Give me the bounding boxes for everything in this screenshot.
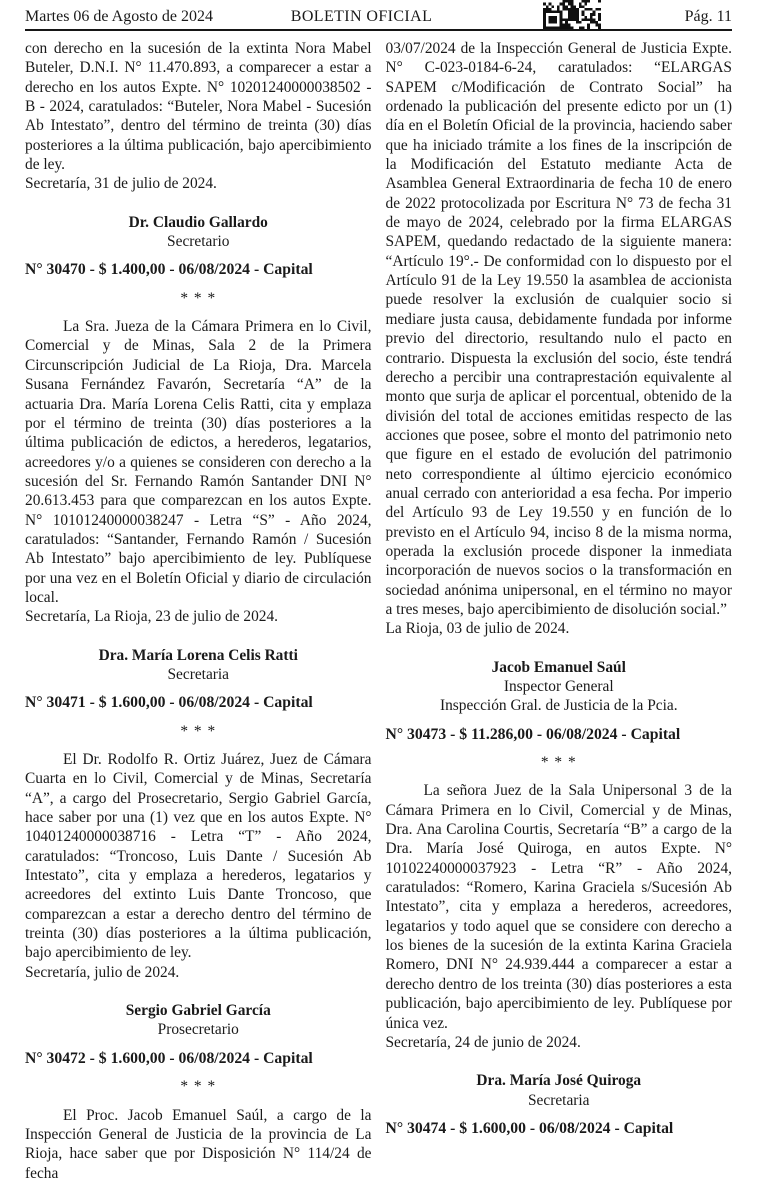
secretariat-date-line: Secretaría, 24 de junio de 2024. [385,1033,581,1051]
notice-record-line: N° 30472 - $ 1.600,00 - 06/08/2024 - Capital [25,1049,313,1067]
two-column-body [25,31,732,1183]
signatory-name: Dra. María José Quiroga [476,1072,642,1090]
left-column [25,39,372,1183]
signatory-name: Dra. María Lorena Celis Ratti [98,646,298,664]
edict-paragraph: El Dr. Rodolfo R. Ortiz Juárez, Juez de Cámara Cuarta en lo Civil, Comercial y de Minas, Secretaría “A”, a cargo del Prosecretario, Sergio Gabriel García, hace saber por una (1) vez que en los autos Expte. N° 10401240000038716 - Letra “T” - Año 2024, caratulados: “Troncoso, Luis Dante / Sucesión Ab Intestato”, cita y emplaza a herederos, legatarios y acreedores del extinto Luis Dante Troncoso, que comparezcan a estar a derecho dentro del término de treinta (30) días posteriores a la última publicación, bajo apercibimiento de ley. [25,751,372,962]
edict-paragraph: La señora Juez de la Sala Unipersonal 3 de la Cámara Primera en lo Civil, Comercial y de Minas, Dra. Ana Carolina Courtis, Secretaría “B” a cargo de la Dra. María José Quiroga, en autos Expte. N° 10102240000037923 - Letra “R” - Año 2024, caratulados: “Romero, Karina Graciela s/Sucesión Ab Intestato”, cita y emplaza a herederos, acreedores, legatarios y todo aquel que se considere con derecho a los bienes de la sucesión de la extinta Karina Graciela Romero, DNI N° 24.939.444 a comparecer a estar a derecho dentro de los treinta (30) días posteriores a esta publicación, bajo apercibimiento de ley. Publíquese por única vez. [385,782,732,1032]
section-separator: * * * [180,722,217,740]
secretariat-date-line: La Rioja, 03 de julio de 2024. [385,620,570,638]
notice-record-line: N° 30474 - $ 1.600,00 - 06/08/2024 - Capital [385,1119,674,1137]
page-header [25,0,732,31]
signatory-title: Prosecretario [157,1021,239,1039]
edict-paragraph: 03/07/2024 de la Inspección General de Justicia Expte. N° C-023-0184-6-24, caratulados: “ELARGAS SAPEM c/Modificación de Contrato Social” ha ordenado la publicación del presente edicto por un (1) día en el Boletín Oficial de la provincia, haciendo saber que ha iniciado trámite a los fines de la inscripción de la Modificación del Estatuto mediante Acta de Asamblea General Extraordinaria de fecha 10 de enero de 2022 protocolizada por Escritura N° 73 de fecha 31 de mayo de 2024, celebrado por la firma ELARGAS SAPEM, quedando redactado de la siguiente manera: “Artículo 19°.- De conformidad con lo dispuesto por el Artículo 91 de la Ley 19.550 la asamblea de accionista puede resolver la exclusión de cualquier socio si mediare justa causa, debidamente fundada por informe previo del directorio, resultando nulo el pacto en contrario. Dispuesta la exclusión del socio, éste tendrá derecho a percibir una contraprestación equivalente al monto que surja de aplicar el porcentual, obtenido de la división del total de acciones emitidas respecto de las acciones que posee, sobre el monto del patrimonio neto que figure en el estado de evolución del patrimonio neto correspondiente al último ejercicio económico anual cerrado con anterioridad a esa fecha. Por imperio del Artículo 93 de Ley 19.550 y en función de lo previsto en el Artículo 94, inciso 8 de la misma norma, operada la exclusión procede disponer la inmediata incorporación de nuevos socios o la transformación en sociedad anónima unipersonal, en el término no mayor a tres meses, bajo apercibimiento de disolución social.” [385,40,732,618]
edict-paragraph: El Proc. Jacob Emanuel Saúl, a cargo de la Inspección General de Justicia de la provincia de La Rioja, hace saber que por Disposición N° 114/24 de fecha [25,1106,372,1182]
notice-record-line: N° 30473 - $ 11.286,00 - 06/08/2024 - Capital [385,725,681,743]
header-title: BOLETIN OFICIAL [290,8,433,25]
section-separator: * * * [540,754,577,772]
signatory-name: Sergio Gabriel García [125,1002,271,1020]
signatory-name: Dr. Claudio Gallardo [128,213,268,231]
section-separator: * * * [180,1078,217,1096]
signatory-title: Secretario [167,233,230,251]
edict-paragraph: La Sra. Jueza de la Cámara Primera en lo Civil, Comercial y de Minas, Sala 2 de la Primera Circunscripción Judicial de La Rioja, Dra. Marcela Susana Fernández Favarón, Secretaría “A” de la actuaria Dra. María Lorena Celis Ratti, cita y emplaza por el término de treinta (30) días posteriores a la última publicación de edictos, a herederos, legatarios, acreedores y/o a quienes se consideren con derecho a la sucesión del Sr. Fernando Ramón Santander DNI N° 20.613.453 para que comparezcan en los autos Expte. N° 10101240000038247 - Letra “S” - Año 2024, caratulados: “Santander, Fernando Ramón / Sucesión Ab Intestato” bajo apercibimiento de ley. Publíquese por una vez en el Boletín Oficial y diario de circulación local. [25,318,372,606]
signatory-title: Inspector General [503,678,614,695]
section-separator: * * * [180,289,217,307]
right-column [386,39,733,1183]
header-date: Martes 06 de Agosto de 2024 [25,8,213,25]
signatory-title: Inspección Gral. de Justicia de la Pcia. [439,697,678,715]
qr-code-icon [543,0,601,29]
secretariat-date-line: Secretaría, La Rioja, 23 de julio de 2024. [25,608,279,626]
edict-paragraph: con derecho en la sucesión de la extinta Nora Mabel Buteler, D.N.I. N° 11.470.893, a comparecer a estar a derecho en los autos Expte. N° 10201240000038502 - B - 2024, caratulados: “Buteler, Nora Mabel - Sucesión Ab Intestato”, dentro del término de treinta (30) días posteriores a la última publicación, bajo apercibimiento de ley. [25,40,372,174]
notice-record-line: N° 30471 - $ 1.600,00 - 06/08/2024 - Capital [25,694,313,712]
signatory-name: Jacob Emanuel Saúl [491,658,626,676]
secretariat-date-line: Secretaría, 31 de julio de 2024. [25,175,217,193]
signatory-title: Secretaria [167,665,230,683]
notice-record-line: N° 30470 - $ 1.400,00 - 06/08/2024 - Capital [25,261,313,279]
header-page-number: Pág. 11 [684,8,732,25]
signatory-title: Secretaria [527,1091,590,1109]
secretariat-date-line: Secretaría, julio de 2024. [25,963,180,981]
